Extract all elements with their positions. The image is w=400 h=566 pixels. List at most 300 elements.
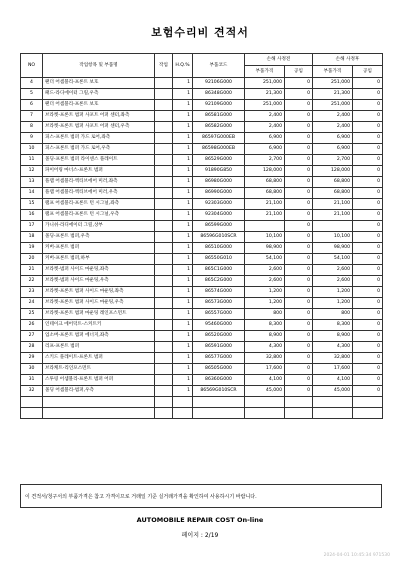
table-row (21, 342, 383, 353)
row-after-price-blank (313, 408, 353, 419)
row-qty: 1 (173, 331, 193, 342)
row-no: 21 (21, 265, 43, 276)
row-after-price: 10,100 (313, 232, 353, 243)
row-work (155, 243, 173, 254)
table-row (21, 386, 383, 397)
row-item: 플랩 어셈블리-엑티브에어 미러,좌측 (43, 177, 155, 188)
row-before-price: 21,100 (245, 210, 285, 221)
timestamp: 2024-04-01 10:45:34 971530 (323, 553, 390, 558)
row-work (155, 232, 173, 243)
row-before-labor: 0 (285, 155, 313, 166)
row-before-price: 10,100 (245, 232, 285, 243)
row-after-labor: 0 (353, 364, 383, 375)
row-after-price: 6,900 (313, 133, 353, 144)
row-before-price: 2,600 (245, 276, 285, 287)
row-work (155, 155, 173, 166)
row-after-price: 1,200 (313, 298, 353, 309)
row-work (155, 309, 173, 320)
row-qty: 1 (173, 188, 193, 199)
row-item: 리프-프론트 범퍼 (43, 342, 155, 353)
row-after-labor: 0 (353, 199, 383, 210)
row-no: 7 (21, 111, 43, 122)
header-item: 작업항목 및 부품명 (43, 54, 155, 78)
table-row (21, 364, 383, 375)
row-work (155, 353, 173, 364)
row-code: 86510G000 (193, 243, 245, 254)
page-number: 페이지 : 2/19 (181, 532, 219, 539)
row-code: 86348G000 (193, 89, 245, 100)
row-code: 86591G000 (193, 342, 245, 353)
row-before-labor: 0 (285, 243, 313, 254)
row-before-price: 54,100 (245, 254, 285, 265)
row-work (155, 144, 173, 155)
row-item: 팬더 어셈블리-프론트 보호 (43, 100, 155, 111)
row-no: 30 (21, 364, 43, 375)
row-before-labor: 0 (285, 287, 313, 298)
row-code: 86597G000EB (193, 133, 245, 144)
row-work (155, 177, 173, 188)
row-before-labor: 0 (285, 144, 313, 155)
row-after-labor: 0 (353, 287, 383, 298)
row-before-labor: 0 (285, 199, 313, 210)
row-no: 14 (21, 188, 43, 199)
row-before-labor: 0 (285, 298, 313, 309)
table-row (21, 331, 383, 342)
row-code: 86980G000 (193, 177, 245, 188)
row-work (155, 188, 173, 199)
row-work (155, 386, 173, 397)
row-code: 86599G000 (193, 221, 245, 232)
row-item: 브라케트-리인포스먼트 (43, 364, 155, 375)
row-after-labor: 0 (353, 177, 383, 188)
row-after-labor: 0 (353, 276, 383, 287)
row-before-price (245, 221, 285, 232)
row-work (155, 133, 173, 144)
row-after-labor: 0 (353, 265, 383, 276)
table-row (21, 309, 383, 320)
row-after-labor: 0 (353, 155, 383, 166)
row-item: 팬더 어셈블리-프론트 보호 (43, 78, 155, 89)
row-item: 피스-프론트 범퍼 가드 로어,좌측 (43, 133, 155, 144)
row-after-price: 1,200 (313, 287, 353, 298)
row-after-price-blank (313, 397, 353, 408)
row-after-price: 98,900 (313, 243, 353, 254)
table-row (21, 298, 383, 309)
row-before-price: 8,300 (245, 320, 285, 331)
row-before-price: 4,300 (245, 342, 285, 353)
row-work (155, 199, 173, 210)
table-row (21, 353, 383, 364)
row-item: 스키드 플레이트-프론트 범퍼 (43, 353, 155, 364)
table-row (21, 100, 383, 111)
row-before-labor: 0 (285, 210, 313, 221)
row-before-price: 2,400 (245, 122, 285, 133)
row-after-price: 4,300 (313, 342, 353, 353)
table-row (21, 177, 383, 188)
row-work (155, 122, 173, 133)
row-item: 램프 어셈블리-프론트 턴 시그널,우측 (43, 210, 155, 221)
row-after-price: 68,800 (313, 188, 353, 199)
row-before-price: 98,900 (245, 243, 285, 254)
table-row (21, 276, 383, 287)
row-qty: 1 (173, 133, 193, 144)
row-item: 패드-라디에이터 그릴,우측 (43, 89, 155, 100)
row-after-labor-blank (353, 397, 383, 408)
row-before-price: 6,900 (245, 133, 285, 144)
table-row (21, 243, 383, 254)
header-code: 부품코드 (193, 54, 245, 78)
table-row (21, 254, 383, 265)
row-qty: 1 (173, 298, 193, 309)
header-before-labor: 공임 (285, 66, 313, 78)
row-qty: 1 (173, 232, 193, 243)
row-before-labor: 0 (285, 188, 313, 199)
header-after: 손해 사정후 (313, 54, 383, 66)
row-qty: 1 (173, 309, 193, 320)
row-before-labor: 0 (285, 133, 313, 144)
row-no: 11 (21, 155, 43, 166)
row-after-labor: 0 (353, 375, 383, 386)
row-item: 브라켓-프론트 범퍼 사이드 마운팅,좌측 (43, 287, 155, 298)
row-item: 플랩 어셈블리-엑티브에어 미러,우측 (43, 188, 155, 199)
row-before-labor: 0 (285, 122, 313, 133)
table-row (21, 166, 383, 177)
table-row (21, 111, 383, 122)
row-before-labor: 0 (285, 166, 313, 177)
row-no: 10 (21, 144, 43, 155)
row-before-price: 32,800 (245, 353, 285, 364)
row-after-price: 8,900 (313, 331, 353, 342)
row-no: 23 (21, 287, 43, 298)
row-code: 92304G000 (193, 210, 245, 221)
row-before-labor: 0 (285, 276, 313, 287)
row-before-price: 2,400 (245, 111, 285, 122)
row-before-price: 68,800 (245, 188, 285, 199)
row-after-labor: 0 (353, 133, 383, 144)
row-before-price: 8,900 (245, 331, 285, 342)
row-after-labor: 0 (353, 243, 383, 254)
row-qty: 1 (173, 177, 193, 188)
row-after-price: 128,000 (313, 166, 353, 177)
row-after-labor: 0 (353, 89, 383, 100)
row-before-labor: 0 (285, 78, 313, 89)
row-item: 인테이크 에어덕트-스커트키 (43, 320, 155, 331)
table-row (21, 188, 383, 199)
row-after-price (313, 221, 353, 232)
blank-row (21, 397, 383, 408)
row-item: 브라켓-범퍼 사이드 마운팅,좌측 (43, 265, 155, 276)
row-after-labor: 0 (353, 122, 383, 133)
row-work (155, 254, 173, 265)
row-before-labor: 0 (285, 100, 313, 111)
row-code: 865C1G000 (193, 265, 245, 276)
row-code: 92109G000 (193, 100, 245, 111)
row-work (155, 375, 173, 386)
row-before-price: 2,600 (245, 265, 285, 276)
row-before-price: 6,900 (245, 144, 285, 155)
row-work (155, 210, 173, 221)
row-item: 가니쉬-라디에이터 그릴,상부 (43, 221, 155, 232)
table-row (21, 78, 383, 89)
table-row (21, 375, 383, 386)
row-item: 커버-프론트 범퍼,하부 (43, 254, 155, 265)
row-work-blank (155, 397, 173, 408)
row-before-labor-blank (285, 408, 313, 419)
row-no: 20 (21, 254, 43, 265)
row-code: 86574G000 (193, 287, 245, 298)
row-qty: 1 (173, 254, 193, 265)
row-before-labor: 0 (285, 221, 313, 232)
row-before-price: 1,200 (245, 287, 285, 298)
row-before-labor: 0 (285, 89, 313, 100)
row-before-price: 2,700 (245, 155, 285, 166)
document-title: 보험수리비 견적서 (151, 26, 249, 39)
header-before-price: 부품가격 (245, 66, 285, 78)
row-before-price: 251,000 (245, 78, 285, 89)
table-body (21, 78, 383, 419)
row-after-labor: 0 (353, 386, 383, 397)
row-after-price: 68,800 (313, 177, 353, 188)
row-after-price: 251,000 (313, 78, 353, 89)
row-no: 29 (21, 353, 43, 364)
row-code: 86581G000 (193, 111, 245, 122)
row-no: 32 (21, 386, 43, 397)
row-no: 26 (21, 320, 43, 331)
row-work (155, 287, 173, 298)
row-item: 브라켓-프론트 범퍼 사포트 어퍼 센터,우측 (43, 122, 155, 133)
table-row (21, 133, 383, 144)
row-code: 86550G010 (193, 254, 245, 265)
table-row (21, 221, 383, 232)
row-before-labor: 0 (285, 232, 313, 243)
header-work: 작업 (155, 54, 173, 78)
row-no: 27 (21, 331, 43, 342)
row-item-blank (43, 397, 155, 408)
row-before-price: 45,000 (245, 386, 285, 397)
row-qty: 1 (173, 342, 193, 353)
row-after-price: 21,100 (313, 210, 353, 221)
row-work (155, 221, 173, 232)
row-no: 22 (21, 276, 43, 287)
row-no-blank (21, 397, 43, 408)
table-row (21, 144, 383, 155)
row-code: 86573G000 (193, 298, 245, 309)
row-before-price: 17,600 (245, 364, 285, 375)
row-work (155, 276, 173, 287)
row-work (155, 298, 173, 309)
row-before-price: 128,000 (245, 166, 285, 177)
row-no: 28 (21, 342, 43, 353)
row-before-price: 1,200 (245, 298, 285, 309)
row-code: 92303G000 (193, 199, 245, 210)
row-qty: 1 (173, 89, 193, 100)
table-row (21, 232, 383, 243)
row-before-price: 251,000 (245, 100, 285, 111)
table-row (21, 287, 383, 298)
table-row (21, 210, 383, 221)
row-code: 86990G000 (193, 188, 245, 199)
row-after-labor: 0 (353, 342, 383, 353)
row-code: 86557G000 (193, 309, 245, 320)
row-item: 브라켓-프론트 범퍼 마운팅 레인포스먼트 (43, 309, 155, 320)
row-after-price: 2,400 (313, 122, 353, 133)
row-before-price-blank (245, 397, 285, 408)
header-no: NO (21, 54, 43, 78)
row-qty: 1 (173, 243, 193, 254)
row-after-price: 251,000 (313, 100, 353, 111)
row-after-labor: 0 (353, 210, 383, 221)
row-item: 램프 어셈블리-프론트 턴 시그널,좌측 (43, 199, 155, 210)
row-before-labor: 0 (285, 342, 313, 353)
table-row (21, 320, 383, 331)
estimate-table (20, 53, 383, 419)
row-qty: 1 (173, 166, 193, 177)
row-no: 17 (21, 221, 43, 232)
row-after-price: 6,900 (313, 144, 353, 155)
row-qty: 1 (173, 353, 193, 364)
row-code: 92106G000 (193, 78, 245, 89)
row-before-price: 21,300 (245, 89, 285, 100)
row-after-price: 800 (313, 309, 353, 320)
row-after-price: 4,100 (313, 375, 353, 386)
row-after-labor: 0 (353, 144, 383, 155)
row-after-price: 21,100 (313, 199, 353, 210)
row-no: 25 (21, 309, 43, 320)
row-after-price: 2,600 (313, 265, 353, 276)
row-after-price: 2,400 (313, 111, 353, 122)
row-before-labor: 0 (285, 331, 313, 342)
row-after-labor: 0 (353, 232, 383, 243)
row-qty: 1 (173, 155, 193, 166)
row-item: 커버-프론트 범퍼 (43, 243, 155, 254)
row-after-labor: 0 (353, 254, 383, 265)
row-work (155, 78, 173, 89)
row-qty: 1 (173, 100, 193, 111)
row-before-labor: 0 (285, 177, 313, 188)
row-qty: 1 (173, 265, 193, 276)
row-after-labor: 0 (353, 166, 383, 177)
table-row (21, 89, 383, 100)
row-after-labor: 0 (353, 221, 383, 232)
row-after-labor-blank (353, 408, 383, 419)
table-row (21, 155, 383, 166)
row-no: 16 (21, 210, 43, 221)
row-before-price-blank (245, 408, 285, 419)
row-before-price: 800 (245, 309, 285, 320)
table-row (21, 199, 383, 210)
header-before: 손해 사정전 (245, 54, 313, 66)
row-code: 865C2G000 (193, 276, 245, 287)
header-hqs: H.Q.% (173, 54, 193, 78)
row-item: 몰딩-프론트 범퍼 라이센스 플레이트 (43, 155, 155, 166)
row-after-price: 8,300 (313, 320, 353, 331)
row-qty: 1 (173, 221, 193, 232)
row-before-labor: 0 (285, 254, 313, 265)
row-after-labor: 0 (353, 331, 383, 342)
row-before-labor: 0 (285, 386, 313, 397)
row-after-labor: 0 (353, 78, 383, 89)
table-row (21, 265, 383, 276)
row-before-labor-blank (285, 397, 313, 408)
row-item: 몰딩 어셈블리-범퍼,우측 (43, 386, 155, 397)
row-after-labor: 0 (353, 353, 383, 364)
row-work (155, 320, 173, 331)
row-code: 86596G010SCR (193, 232, 245, 243)
row-before-price: 21,100 (245, 199, 285, 210)
row-qty: 1 (173, 320, 193, 331)
row-before-price: 4,100 (245, 375, 285, 386)
row-before-labor: 0 (285, 309, 313, 320)
row-item-blank (43, 408, 155, 419)
blank-row (21, 408, 383, 419)
row-no: 12 (21, 166, 43, 177)
row-code-blank (193, 397, 245, 408)
row-before-price: 68,800 (245, 177, 285, 188)
row-before-labor: 0 (285, 320, 313, 331)
row-before-labor: 0 (285, 353, 313, 364)
row-qty: 1 (173, 144, 193, 155)
row-code: 86505G000 (193, 364, 245, 375)
row-after-price: 2,700 (313, 155, 353, 166)
row-no: 9 (21, 133, 43, 144)
row-work (155, 111, 173, 122)
row-code: 95460G000 (193, 320, 245, 331)
row-before-labor: 0 (285, 265, 313, 276)
row-after-price: 45,000 (313, 386, 353, 397)
row-work (155, 265, 173, 276)
row-qty: 1 (173, 122, 193, 133)
row-no: 15 (21, 199, 43, 210)
row-code: 86598G000EB (193, 144, 245, 155)
row-qty: 1 (173, 78, 193, 89)
header-after-price: 부품가격 (313, 66, 353, 78)
row-item: 업소버-프론트 범퍼 에너지,좌측 (43, 331, 155, 342)
row-code: 86360G000 (193, 375, 245, 386)
row-no: 24 (21, 298, 43, 309)
row-qty-blank (173, 408, 193, 419)
footnote: 이 견적서/청구서의 부품가격은 참고 가격이므로 거래일 기준 실거래가격을 확인하여 사용하시기 바랍니다. (20, 484, 382, 508)
row-code-blank (193, 408, 245, 419)
row-qty: 1 (173, 364, 193, 375)
row-item: 스투링 어셈블리-프론트 범퍼 어퍼 (43, 375, 155, 386)
row-after-labor: 0 (353, 188, 383, 199)
row-item: 파이어링 마너스-프론트 범퍼 (43, 166, 155, 177)
row-item: 피스-프론트 범퍼 가드 로어,우측 (43, 144, 155, 155)
row-qty: 1 (173, 386, 193, 397)
row-item: 브라켓-프론트 범퍼 사포트 어퍼 센터,좌측 (43, 111, 155, 122)
row-code: 91890G850 (193, 166, 245, 177)
row-code: 86582G000 (193, 122, 245, 133)
row-after-labor: 0 (353, 320, 383, 331)
row-before-labor: 0 (285, 111, 313, 122)
row-code: 86569G010SCR (193, 386, 245, 397)
row-after-labor: 0 (353, 100, 383, 111)
row-after-price: 54,100 (313, 254, 353, 265)
row-work (155, 364, 173, 375)
row-after-price: 17,600 (313, 364, 353, 375)
row-after-labor: 0 (353, 309, 383, 320)
row-no: 19 (21, 243, 43, 254)
row-work (155, 166, 173, 177)
row-work (155, 331, 173, 342)
row-no: 5 (21, 89, 43, 100)
row-before-labor: 0 (285, 364, 313, 375)
row-after-labor: 0 (353, 111, 383, 122)
row-code: 86529G000 (193, 155, 245, 166)
row-no: 13 (21, 177, 43, 188)
row-no: 8 (21, 122, 43, 133)
row-work (155, 100, 173, 111)
